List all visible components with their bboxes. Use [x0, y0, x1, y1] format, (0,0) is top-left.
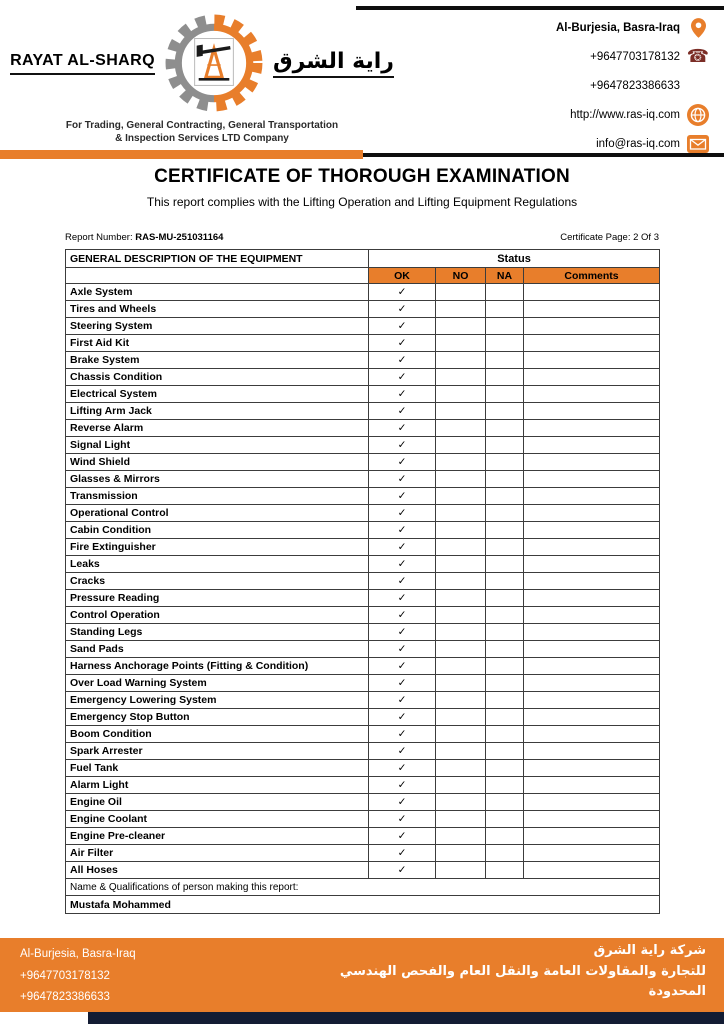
equipment-label: Engine Coolant	[66, 811, 369, 828]
status-na-cell	[486, 318, 524, 335]
status-no-cell	[436, 811, 486, 828]
status-no-cell	[436, 845, 486, 862]
status-ok-cell: ✓	[369, 335, 436, 352]
status-no-cell	[436, 777, 486, 794]
equipment-label: Wind Shield	[66, 454, 369, 471]
status-ok-cell: ✓	[369, 794, 436, 811]
footer-arabic-line1: شركة راية الشرق	[593, 943, 706, 958]
section-header: GENERAL DESCRIPTION OF THE EQUIPMENT	[66, 250, 369, 268]
table-row	[66, 318, 660, 335]
status-ok-cell: ✓	[369, 624, 436, 641]
phone-icon: ☎	[686, 45, 710, 67]
status-na-cell	[486, 607, 524, 624]
status-na-cell	[486, 301, 524, 318]
status-ok-cell: ✓	[369, 845, 436, 862]
status-ok-cell: ✓	[369, 386, 436, 403]
table-row	[66, 437, 660, 454]
comments-cell	[524, 658, 660, 675]
status-no-cell	[436, 369, 486, 386]
equipment-label: Alarm Light	[66, 777, 369, 794]
table-row	[66, 403, 660, 420]
status-ok-cell: ✓	[369, 692, 436, 709]
status-no-cell	[436, 437, 486, 454]
comments-cell	[524, 573, 660, 590]
status-na-cell	[486, 709, 524, 726]
status-ok-cell: ✓	[369, 369, 436, 386]
status-na-cell	[486, 692, 524, 709]
status-na-cell	[486, 658, 524, 675]
status-na-cell	[486, 335, 524, 352]
comments-cell	[524, 505, 660, 522]
status-no-cell	[436, 505, 486, 522]
status-na-cell	[486, 471, 524, 488]
company-tagline	[14, 119, 390, 145]
footer-phone1: +9647703178132	[20, 969, 110, 982]
table-row	[66, 352, 660, 369]
status-no-cell	[436, 590, 486, 607]
table-row	[66, 845, 660, 862]
equipment-label: Sand Pads	[66, 641, 369, 658]
equipment-label: Engine Pre-cleaner	[66, 828, 369, 845]
comments-cell	[524, 318, 660, 335]
table-row	[66, 284, 660, 301]
equipment-label: Leaks	[66, 556, 369, 573]
location-pin-icon	[691, 18, 706, 38]
contact-email: info@ras-iq.com	[596, 137, 680, 150]
table-row	[66, 539, 660, 556]
table-row	[66, 794, 660, 811]
top-rule	[356, 6, 724, 10]
comments-cell	[524, 709, 660, 726]
status-na-cell	[486, 624, 524, 641]
equipment-label: Fuel Tank	[66, 760, 369, 777]
comments-cell	[524, 726, 660, 743]
comments-cell	[524, 624, 660, 641]
status-na-cell	[486, 454, 524, 471]
status-no-cell	[436, 386, 486, 403]
page-title: CERTIFICATE OF THOROUGH EXAMINATION	[154, 166, 570, 187]
equipment-label: Harness Anchorage Points (Fitting & Condition)	[66, 658, 369, 675]
table-row	[66, 386, 660, 403]
company-name-arabic: راية الشرق	[273, 49, 394, 78]
equipment-label: Fire Extinguisher	[66, 539, 369, 556]
table-header-row2	[66, 268, 660, 284]
comments-cell	[524, 352, 660, 369]
equipment-label: Glasses & Mirrors	[66, 471, 369, 488]
column-header-ok: OK	[369, 268, 436, 284]
status-na-cell	[486, 743, 524, 760]
equipment-label: Axle System	[66, 284, 369, 301]
footer-arabic-line2: للتجارة والمقاولات العامة والنقل العام والفحص الهندسي	[339, 963, 706, 979]
status-na-cell	[486, 369, 524, 386]
equipment-label: Control Operation	[66, 607, 369, 624]
contact-address: Al-Burjesia, Basra-Iraq	[556, 21, 680, 34]
status-na-cell	[486, 556, 524, 573]
status-ok-cell: ✓	[369, 675, 436, 692]
equipment-label: Steering System	[66, 318, 369, 335]
gear-pumpjack-logo	[163, 12, 265, 114]
status-no-cell	[436, 743, 486, 760]
company-name: RAYAT AL-SHARQ	[10, 52, 155, 75]
status-ok-cell: ✓	[369, 505, 436, 522]
status-ok-cell: ✓	[369, 556, 436, 573]
equipment-label: Brake System	[66, 352, 369, 369]
equipment-label: Air Filter	[66, 845, 369, 862]
contact-website-row	[456, 100, 716, 129]
equipment-table-wrap	[65, 249, 660, 914]
tagline-line2: & Inspection Services LTD Company	[115, 133, 289, 144]
comments-cell	[524, 386, 660, 403]
status-ok-cell: ✓	[369, 454, 436, 471]
status-na-cell	[486, 352, 524, 369]
status-no-cell	[436, 301, 486, 318]
comments-cell	[524, 743, 660, 760]
certificate-page-info: Certificate Page: 2 Of 3	[560, 232, 659, 243]
table-row	[66, 709, 660, 726]
equipment-label: Tires and Wheels	[66, 301, 369, 318]
table-row	[66, 760, 660, 777]
status-na-cell	[486, 284, 524, 301]
footer-arabic-line3: المحدودة	[648, 984, 706, 999]
equipment-label: Emergency Lowering System	[66, 692, 369, 709]
status-na-cell	[486, 539, 524, 556]
status-no-cell	[436, 573, 486, 590]
table-row	[66, 488, 660, 505]
comments-cell	[524, 420, 660, 437]
status-ok-cell: ✓	[369, 284, 436, 301]
contact-address-row	[456, 13, 716, 42]
table-row	[66, 607, 660, 624]
equipment-label: Standing Legs	[66, 624, 369, 641]
status-no-cell	[436, 675, 486, 692]
contact-phone1-row	[456, 42, 716, 71]
comments-cell	[524, 675, 660, 692]
comments-cell	[524, 454, 660, 471]
status-na-cell	[486, 386, 524, 403]
empty-header-cell	[66, 268, 369, 284]
status-ok-cell: ✓	[369, 658, 436, 675]
status-na-cell	[486, 590, 524, 607]
table-row	[66, 369, 660, 386]
status-no-cell	[436, 284, 486, 301]
envelope-icon	[687, 135, 709, 153]
table-row	[66, 726, 660, 743]
status-na-cell	[486, 522, 524, 539]
comments-cell	[524, 403, 660, 420]
status-na-cell	[486, 641, 524, 658]
equipment-rows	[66, 284, 660, 879]
status-no-cell	[436, 539, 486, 556]
comments-cell	[524, 777, 660, 794]
equipment-label: All Hoses	[66, 862, 369, 879]
column-header-comments: Comments	[524, 268, 660, 284]
status-na-cell	[486, 675, 524, 692]
status-ok-cell: ✓	[369, 420, 436, 437]
table-row	[66, 420, 660, 437]
status-no-cell	[436, 794, 486, 811]
equipment-label: Transmission	[66, 488, 369, 505]
maker-label-row	[66, 879, 660, 896]
equipment-label: Reverse Alarm	[66, 420, 369, 437]
status-no-cell	[436, 607, 486, 624]
status-ok-cell: ✓	[369, 828, 436, 845]
comments-cell	[524, 607, 660, 624]
table-row	[66, 590, 660, 607]
comments-cell	[524, 301, 660, 318]
status-ok-cell: ✓	[369, 318, 436, 335]
table-row	[66, 641, 660, 658]
status-ok-cell: ✓	[369, 573, 436, 590]
comments-cell	[524, 437, 660, 454]
footer-contact-block	[20, 944, 136, 1009]
header-divider-black	[350, 153, 724, 157]
status-na-cell	[486, 403, 524, 420]
report-number-value: RAS-MU-251031164	[135, 232, 224, 243]
status-na-cell	[486, 505, 524, 522]
status-ok-cell: ✓	[369, 641, 436, 658]
equipment-label: Pressure Reading	[66, 590, 369, 607]
status-na-cell	[486, 811, 524, 828]
contact-block	[456, 13, 716, 158]
maker-name-row	[66, 896, 660, 914]
table-row	[66, 692, 660, 709]
maker-label: Name & Qualifications of person making this report:	[66, 879, 660, 896]
table-row	[66, 301, 660, 318]
status-no-cell	[436, 403, 486, 420]
comments-cell	[524, 845, 660, 862]
status-na-cell	[486, 794, 524, 811]
brand-block	[10, 10, 394, 145]
table-row	[66, 624, 660, 641]
status-ok-cell: ✓	[369, 862, 436, 879]
equipment-label: Spark Arrester	[66, 743, 369, 760]
table-row	[66, 811, 660, 828]
maker-name: Mustafa Mohammed	[66, 896, 660, 914]
status-ok-cell: ✓	[369, 471, 436, 488]
status-no-cell	[436, 624, 486, 641]
status-na-cell	[486, 726, 524, 743]
table-row	[66, 471, 660, 488]
status-ok-cell: ✓	[369, 607, 436, 624]
table-row	[66, 828, 660, 845]
brand-row	[10, 10, 394, 116]
status-na-cell	[486, 760, 524, 777]
status-ok-cell: ✓	[369, 590, 436, 607]
status-no-cell	[436, 760, 486, 777]
status-no-cell	[436, 862, 486, 879]
table-row	[66, 777, 660, 794]
table-row	[66, 454, 660, 471]
status-no-cell	[436, 352, 486, 369]
equipment-label: Engine Oil	[66, 794, 369, 811]
comments-cell	[524, 522, 660, 539]
status-no-cell	[436, 318, 486, 335]
status-ok-cell: ✓	[369, 777, 436, 794]
status-no-cell	[436, 658, 486, 675]
status-ok-cell: ✓	[369, 301, 436, 318]
status-na-cell	[486, 437, 524, 454]
footer-address: Al-Burjesia, Basra-Iraq	[20, 948, 136, 960]
equipment-label: Cracks	[66, 573, 369, 590]
equipment-label: Chassis Condition	[66, 369, 369, 386]
header-divider-orange	[0, 150, 363, 159]
comments-cell	[524, 369, 660, 386]
status-no-cell	[436, 335, 486, 352]
column-header-no: NO	[436, 268, 486, 284]
equipment-table	[65, 249, 660, 914]
bottom-bar	[88, 1012, 724, 1024]
report-number	[65, 232, 223, 243]
comments-cell	[524, 811, 660, 828]
comments-cell	[524, 335, 660, 352]
status-ok-cell: ✓	[369, 522, 436, 539]
status-na-cell	[486, 420, 524, 437]
status-ok-cell: ✓	[369, 811, 436, 828]
status-no-cell	[436, 556, 486, 573]
table-row	[66, 335, 660, 352]
status-no-cell	[436, 454, 486, 471]
table-header-row1	[66, 250, 660, 268]
comments-cell	[524, 556, 660, 573]
status-no-cell	[436, 522, 486, 539]
contact-website: http://www.ras-iq.com	[570, 108, 680, 121]
footer-phone2: +9647823386633	[20, 991, 110, 1003]
status-ok-cell: ✓	[369, 709, 436, 726]
status-na-cell	[486, 488, 524, 505]
table-row	[66, 658, 660, 675]
comments-cell	[524, 641, 660, 658]
equipment-label: Lifting Arm Jack	[66, 403, 369, 420]
comments-cell	[524, 539, 660, 556]
status-no-cell	[436, 641, 486, 658]
table-row	[66, 862, 660, 879]
table-row	[66, 522, 660, 539]
equipment-label: Boom Condition	[66, 726, 369, 743]
status-na-cell	[486, 828, 524, 845]
table-row	[66, 556, 660, 573]
equipment-label: Operational Control	[66, 505, 369, 522]
table-row	[66, 743, 660, 760]
status-no-cell	[436, 488, 486, 505]
status-no-cell	[436, 692, 486, 709]
page-subtitle: This report complies with the Lifting Operation and Lifting Equipment Regulations	[146, 195, 578, 209]
status-no-cell	[436, 709, 486, 726]
table-row	[66, 675, 660, 692]
status-no-cell	[436, 726, 486, 743]
status-ok-cell: ✓	[369, 488, 436, 505]
status-ok-cell: ✓	[369, 743, 436, 760]
equipment-label: Over Load Warning System	[66, 675, 369, 692]
status-no-cell	[436, 828, 486, 845]
status-na-cell	[486, 573, 524, 590]
footer-arabic-block	[340, 941, 706, 1003]
status-ok-cell: ✓	[369, 539, 436, 556]
comments-cell	[524, 284, 660, 301]
equipment-label: First Aid Kit	[66, 335, 369, 352]
status-ok-cell: ✓	[369, 726, 436, 743]
status-ok-cell: ✓	[369, 760, 436, 777]
tagline-line1: For Trading, General Contracting, General Transportation	[65, 120, 339, 131]
equipment-label: Signal Light	[66, 437, 369, 454]
status-ok-cell: ✓	[369, 403, 436, 420]
comments-cell	[524, 471, 660, 488]
report-meta-row	[65, 232, 659, 243]
column-header-na: NA	[486, 268, 524, 284]
status-no-cell	[436, 420, 486, 437]
equipment-label: Electrical System	[66, 386, 369, 403]
status-na-cell	[486, 845, 524, 862]
footer-band	[0, 938, 724, 1012]
comments-cell	[524, 828, 660, 845]
comments-cell	[524, 488, 660, 505]
table-row	[66, 573, 660, 590]
globe-icon	[687, 104, 709, 126]
status-header: Status	[369, 250, 660, 268]
comments-cell	[524, 692, 660, 709]
comments-cell	[524, 590, 660, 607]
contact-phone2-row	[456, 71, 716, 100]
status-na-cell	[486, 777, 524, 794]
table-row	[66, 505, 660, 522]
comments-cell	[524, 794, 660, 811]
comments-cell	[524, 862, 660, 879]
status-no-cell	[436, 471, 486, 488]
status-ok-cell: ✓	[369, 437, 436, 454]
equipment-label: Emergency Stop Button	[66, 709, 369, 726]
report-number-label: Report Number:	[65, 232, 133, 243]
equipment-label: Cabin Condition	[66, 522, 369, 539]
status-ok-cell: ✓	[369, 352, 436, 369]
comments-cell	[524, 760, 660, 777]
status-na-cell	[486, 862, 524, 879]
contact-phone2: +9647823386633	[590, 79, 680, 92]
contact-phone1: +9647703178132	[590, 50, 680, 63]
